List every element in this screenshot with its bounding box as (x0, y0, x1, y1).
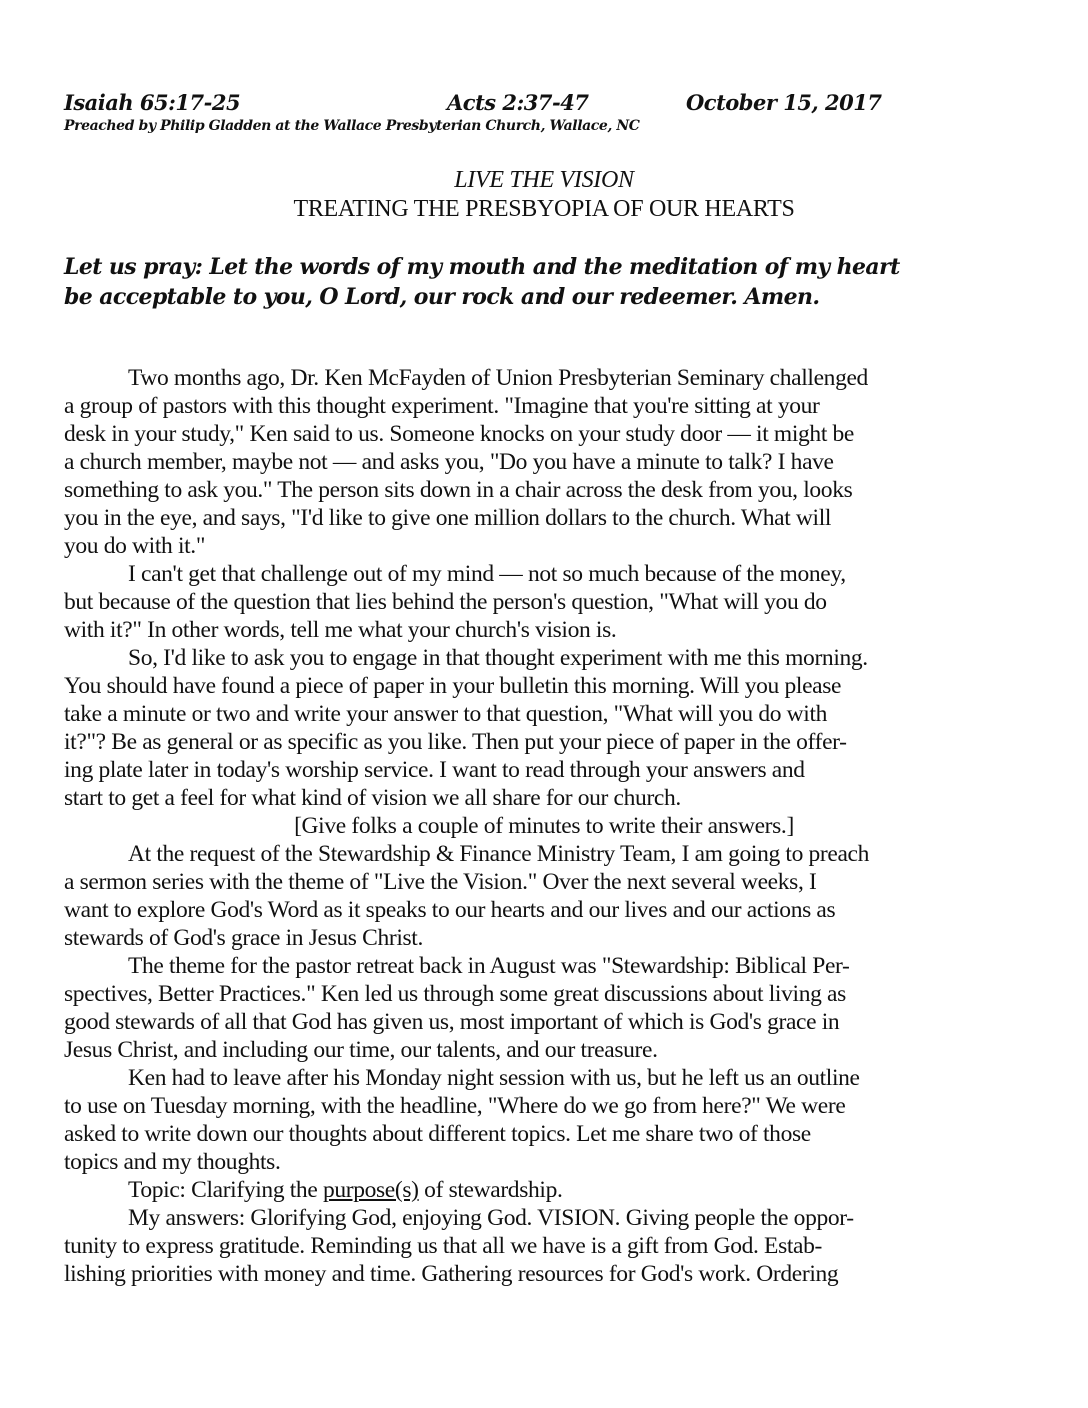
body-line: ing plate later in today's worship service. I want to read through your answers and (64, 757, 805, 783)
prayer-line-1: Let us pray: Let the words of my mouth and the meditation of my heart (64, 254, 900, 280)
body-line: Two months ago, Dr. Ken McFayden of Union Presbyterian Seminary challenged (128, 365, 868, 391)
body-line: but because of the question that lies behind the person's question, "What will you do (64, 589, 827, 615)
scripture-reference-old-testament: Isaiah 65:17-25 (64, 90, 241, 115)
topic-prefix: Topic: Clarifying the (128, 1177, 323, 1203)
body-line: something to ask you." The person sits down in a chair across the desk from you, looks (64, 477, 853, 503)
prayer-line-2: be acceptable to you, O Lord, our rock and our redeemer. Amen. (64, 284, 820, 310)
body-line: I can't get that challenge out of my mind — not so much because of the money, (128, 561, 846, 587)
body-line: spectives, Better Practices." Ken led us through some great discussions about living as (64, 981, 846, 1007)
body-line: a sermon series with the theme of "Live the Vision." Over the next several weeks, I (64, 869, 817, 895)
body-line: desk in your study," Ken said to us. Someone knocks on your study door — it might be (64, 421, 855, 447)
body-line: a church member, maybe not — and asks you, "Do you have a minute to talk? I have (64, 449, 834, 475)
body-line: you do with it." (64, 533, 206, 559)
body-line: The theme for the pastor retreat back in August was "Stewardship: Biblical Per- (128, 953, 850, 979)
topic-underlined-word: purpose(s) (322, 1177, 419, 1203)
scripture-reference-new-testament: Acts 2:37-47 (447, 90, 589, 115)
body-line: want to explore God's Word as it speaks to our hearts and our lives and our actions as (64, 897, 836, 923)
series-title: LIVE THE VISION (454, 167, 634, 193)
body-line: asked to write down our thoughts about different topics. Let me share two of those (64, 1121, 811, 1147)
stage-direction: [Give folks a couple of minutes to write their answers.] (294, 813, 794, 839)
answers-line: tunity to express gratitude. Reminding us that all we have is a gift from God. Estab- (64, 1233, 822, 1259)
body-line: At the request of the Stewardship & Finance Ministry Team, I am going to preach (128, 841, 870, 867)
body-line: a group of pastors with this thought experiment. "Imagine that you're sitting at your (64, 393, 820, 419)
body-line: to use on Tuesday morning, with the headline, "Where do we go from here?" We were (64, 1093, 846, 1119)
body-line: take a minute or two and write your answer to that question, "What will you do with (64, 701, 828, 727)
body-line: it?"? Be as general or as specific as you like. Then put your piece of paper in the offer- (64, 729, 847, 755)
body-line: you in the eye, and says, "I'd like to give one million dollars to the church. What will (64, 505, 832, 531)
sermon-date: October 15, 2017 (686, 90, 882, 115)
body-line: stewards of God's grace in Jesus Christ. (64, 925, 423, 951)
topic-line (128, 1179, 563, 1203)
body-line: Ken had to leave after his Monday night session with us, but he left us an outline (128, 1065, 860, 1091)
body-line: start to get a feel for what kind of vision we all share for our church. (64, 785, 681, 811)
body-line: Jesus Christ, and including our time, our talents, and our treasure. (64, 1037, 658, 1063)
body-line: So, I'd like to ask you to engage in that thought experiment with me this morning. (128, 645, 868, 671)
body-line: You should have found a piece of paper in your bulletin this morning. Will you please (64, 673, 842, 699)
body-line: topics and my thoughts. (64, 1149, 281, 1175)
answers-line: lishing priorities with money and time. Gathering resources for God's work. Ordering (64, 1261, 839, 1287)
answers-line: My answers: Glorifying God, enjoying God. VISION. Giving people the oppor- (128, 1205, 854, 1231)
preached-by-line: Preached by Philip Gladden at the Wallace Presbyterian Church, Wallace, NC (64, 118, 640, 134)
sermon-title: TREATING THE PRESBYOPIA OF OUR HEARTS (293, 196, 795, 222)
body-line: good stewards of all that God has given us, most important of which is God's grace in (64, 1009, 840, 1035)
body-line: with it?" In other words, tell me what your church's vision is. (64, 617, 617, 643)
topic-suffix: of stewardship. (418, 1177, 563, 1203)
